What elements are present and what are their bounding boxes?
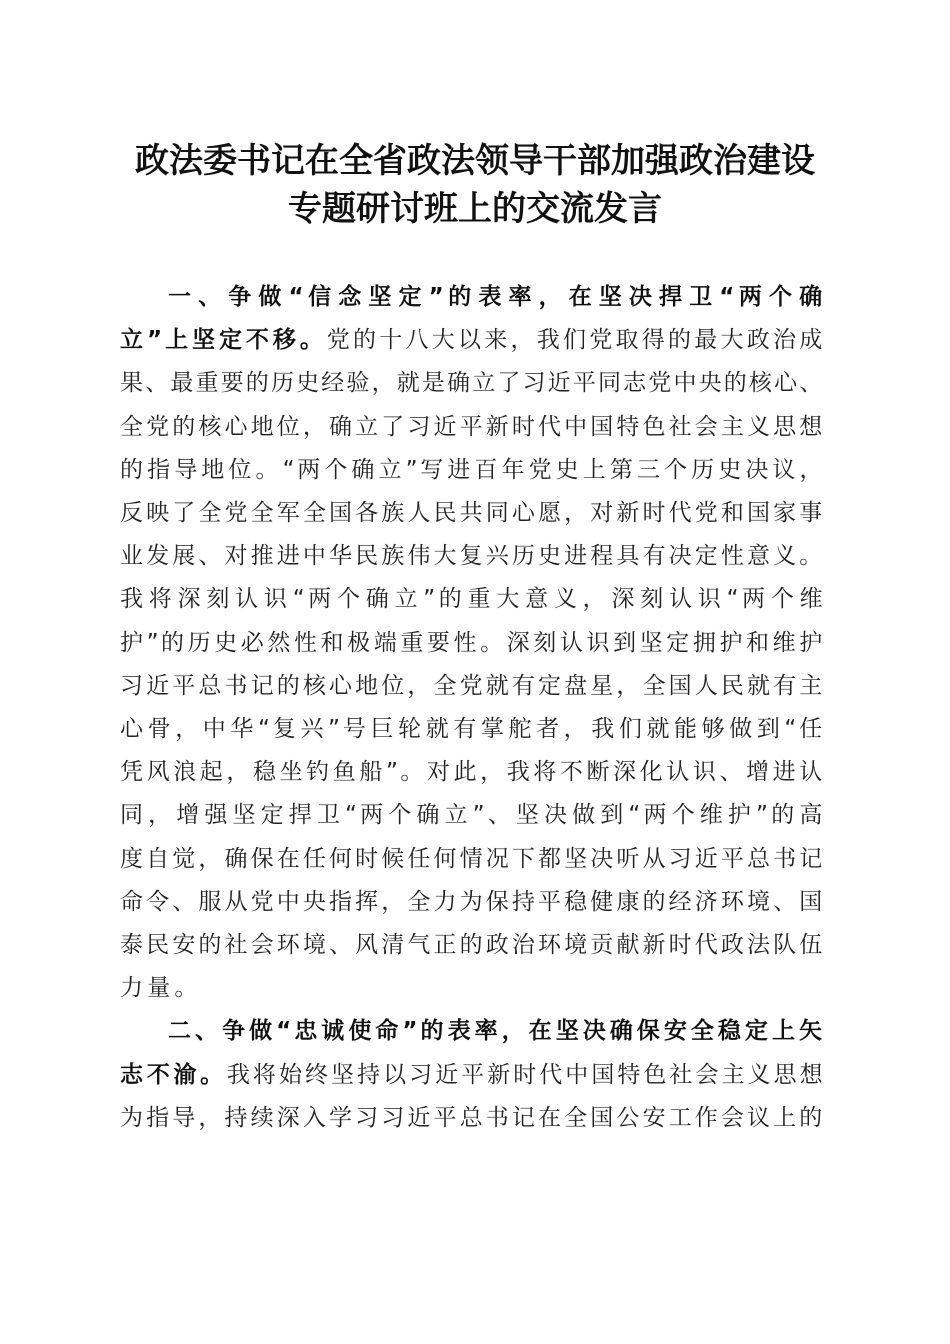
paragraph-line — [120, 406, 822, 449]
paragraph-line — [120, 751, 822, 794]
body-text: 护 ” 的 历 史 必 然 性 和 极 端 重 要 性 。 深 刻 认 识 到 坚 定 拥 护 和 维 护 — [120, 629, 823, 656]
paragraph-line — [120, 1097, 822, 1140]
body-text: 度 自 觉 ， 确 保 在 任 何 时 候 任 何 情 况 下 都 坚 决 听 从 习 近 平 总 书 记 — [120, 845, 823, 872]
section-heading-line — [168, 276, 822, 319]
body-text: 力量。 — [120, 975, 202, 1002]
body-text: 心 骨 ， 中 华 “ 复 兴 ” 号 巨 轮 就 有 掌 舵 者 ， 我 们 就 能 够 做 到 “ 任 — [120, 716, 823, 742]
paragraph-line — [120, 319, 822, 362]
body-text: 习 近 平 总 书 记 的 核 心 地 位 ， 全 党 就 有 定 盘 星 ， 全 国 人 民 就 有 主 — [120, 672, 823, 699]
paragraph-line — [120, 708, 822, 751]
paragraph-line — [120, 535, 822, 578]
body-text: 泰 民 安 的 社 会 环 境 、 风 清 气 正 的 政 治 环 境 贡 献 新 时 代 政 法 队 伍 — [120, 932, 823, 958]
paragraph-line — [120, 362, 822, 405]
section-heading-line — [168, 1010, 822, 1053]
paragraph-line — [120, 449, 822, 492]
body-text: 凭 风 浪 起 ， 稳 坐 钓 鱼 船 ” 。 对 此 ， 我 将 不 断 深 化 认 识 、 增 进 认 — [120, 759, 823, 786]
body-text: 的 指 导 地 位 。 “ 两 个 确 立 ” 写 进 百 年 党 史 上 第 三 个 历 史 决 议 ， — [120, 456, 823, 483]
document-title-line-2: 专题研讨班上的交流发言 — [288, 189, 662, 229]
body-text: 业 发 展 、 对 推 进 中 华 民 族 伟 大 复 兴 历 史 进 程 具 有 决 定 性 意 义 。 — [120, 543, 823, 570]
paragraph-line — [120, 794, 822, 837]
body-text: 党 的 十 八 大 以 来 ， 我 们 党 取 得 的 最 大 政 治 成 — [326, 327, 823, 354]
bold-heading-text: 志 不 渝 。 — [120, 1061, 225, 1088]
document-title-line-1: 政法委书记在全省政法领导干部加强政治建设 — [135, 141, 815, 181]
body-text: 全 党 的 核 心 地 位 ， 确 立 了 习 近 平 新 时 代 中 国 特 色 社 会 主 义 思 想 — [120, 413, 823, 440]
paragraph-line — [120, 492, 822, 535]
paragraph-line — [120, 881, 822, 924]
body-text: 同 ， 增 强 坚 定 捍 卫 “ 两 个 确 立 ” 、 坚 决 做 到 “ 两 个 维 护 ” 的 高 — [120, 802, 823, 829]
bold-heading-text: 立 ” 上 坚 定 不 移 。 — [120, 327, 324, 354]
body-text: 我 将 始 终 坚 持 以 习 近 平 新 时 代 中 国 特 色 社 会 主 义 思 想 — [226, 1061, 823, 1088]
paragraph-line — [120, 838, 822, 881]
body-text: 反 映 了 全 党 全 军 全 国 各 族 人 民 共 同 心 愿 ， 对 新 时 代 党 和 国 家 事 — [120, 500, 823, 526]
body-text: 果 、 最 重 要 的 历 史 经 验 ， 就 是 确 立 了 习 近 平 同 志 党 中 央 的 核 心 、 — [120, 370, 823, 397]
body-text: 为 指 导 ， 持 续 深 入 学 习 习 近 平 总 书 记 在 全 国 公 安 工 作 会 议 上 的 — [120, 1104, 823, 1131]
paragraph-line — [120, 578, 822, 621]
body-text: 我 将 深 刻 认 识 “ 两 个 确 立 ” 的 重 大 意 义 ， 深 刻 认 识 “ 两 个 维 — [120, 586, 823, 613]
bold-heading-text: 二 、 争 做 “ 忠 诚 使 命 ” 的 表 率 ， 在 坚 决 确 保 安 全 稳 定 上 矢 — [168, 1018, 822, 1045]
paragraph-line — [120, 622, 822, 665]
body-text: 命 令 、 服 从 党 中 央 指 挥 ， 全 力 为 保 持 平 稳 健 康 的 经 济 环 境 、 国 — [120, 888, 823, 915]
paragraph-line — [120, 924, 822, 967]
paragraph-line — [120, 665, 822, 708]
paragraph-line — [120, 1054, 822, 1097]
bold-heading-text: 一 、 争 做 “ 信 念 坚 定 ” 的 表 率 ， 在 坚 决 捍 卫 “ 两 个 确 — [168, 284, 823, 310]
paragraph-line — [120, 967, 840, 1010]
